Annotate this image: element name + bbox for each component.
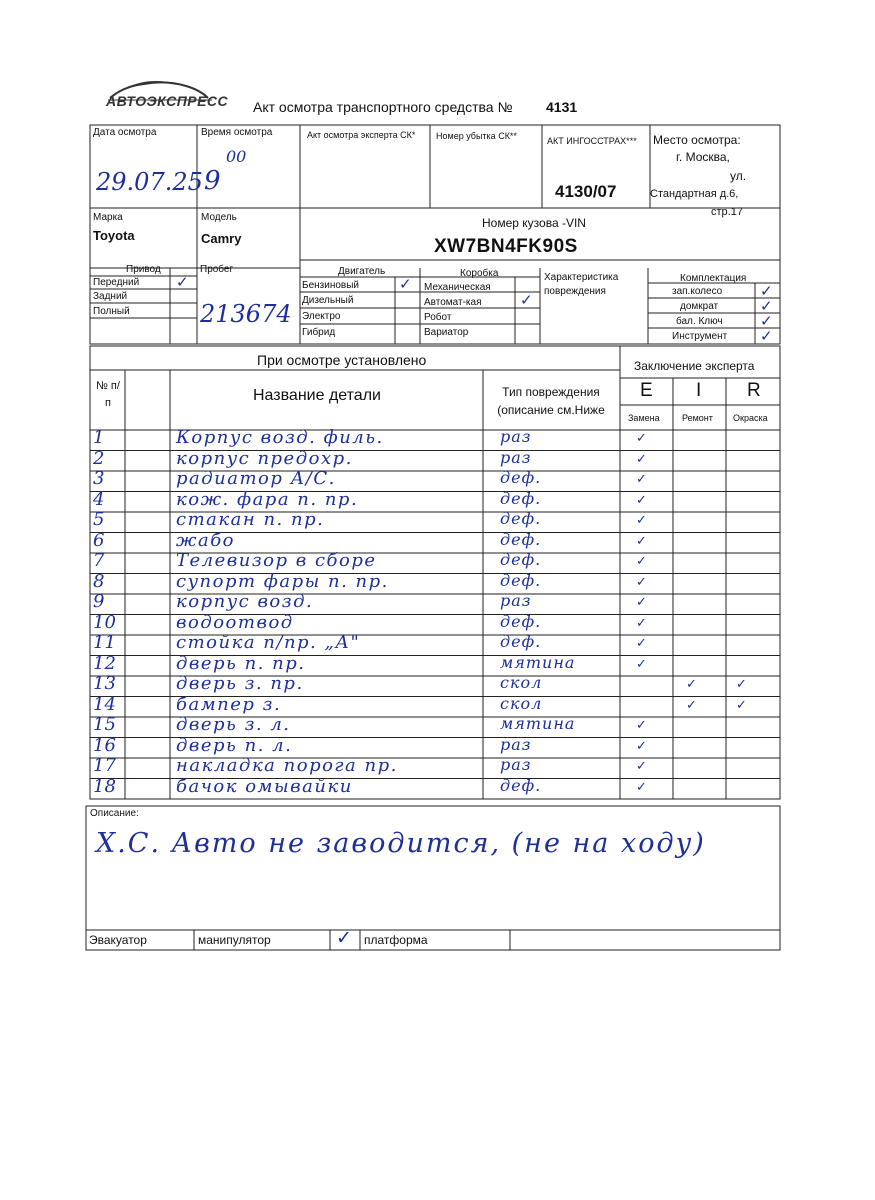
damage-type: деф.: [500, 509, 542, 528]
check-e-icon: ✓: [636, 615, 647, 631]
col-e-header: E: [640, 380, 653, 401]
damage-type: скол: [500, 673, 543, 692]
part-name: корпус предохр.: [176, 447, 353, 469]
equipment-spare-wheel[interactable]: зап.колесо: [672, 286, 723, 297]
mileage-value: 213674: [200, 300, 292, 328]
damage-type: деф.: [500, 488, 542, 508]
damage-type: деф.: [500, 468, 542, 487]
mileage-label: Пробег: [200, 264, 234, 275]
gearbox-check-icon: ✓: [520, 291, 533, 309]
part-name: дверь п. л.: [176, 734, 293, 756]
part-name: дверь з. л.: [176, 714, 291, 735]
act-number: 4131: [546, 99, 578, 115]
check-i-icon: ✓: [686, 697, 697, 713]
place-line-3: Стандартная д.6,: [650, 188, 739, 200]
evacuator-option-platform[interactable]: платформа: [364, 933, 428, 947]
ingos-act-value: 4130/07: [555, 182, 617, 201]
place-line-2: ул.: [730, 169, 747, 183]
part-name: дверь п. пр.: [176, 652, 306, 674]
drive-option-rear[interactable]: Задний: [93, 291, 128, 302]
conclusion-title: Заключение эксперта: [634, 359, 755, 373]
col-damage-header: Тип повреждения (описание см.Ниже: [497, 385, 605, 417]
row-number: 5: [93, 509, 105, 530]
damage-type: мятина: [500, 714, 576, 733]
row-number: 15: [93, 714, 116, 735]
check-r-icon: ✓: [736, 677, 747, 692]
row-number: 8: [93, 570, 105, 592]
damage-type: скол: [500, 693, 543, 713]
check-e-icon: ✓: [636, 431, 647, 446]
evacuator-check-icon: ✓: [336, 927, 352, 949]
part-name: корпус возд.: [176, 591, 314, 612]
row-number: 4: [93, 488, 105, 510]
col-r-subheader: Окраска: [733, 413, 768, 423]
col-num-header: № п/п: [96, 380, 120, 409]
loss-number-label: Номер убытка СК**: [436, 131, 517, 141]
check-r-icon: ✓: [736, 697, 747, 713]
check-e-icon: ✓: [636, 554, 647, 569]
gearbox-option-cvt[interactable]: Вариатор: [424, 327, 469, 338]
equipment-tools[interactable]: Инструмент: [672, 331, 728, 342]
row-number: 16: [93, 734, 116, 756]
inspection-title: При осмотре установлено: [257, 352, 427, 368]
damage-char-label: Характеристика повреждения: [544, 272, 619, 297]
equipment-wrench[interactable]: бал. Ключ: [676, 316, 723, 327]
place-line-1: г. Москва,: [676, 150, 730, 164]
gearbox-label: Коробка: [460, 268, 499, 279]
evacuator-label: Эвакуатор: [89, 933, 147, 947]
damage-type: раз: [500, 755, 532, 774]
equipment-check-icon: ✓: [760, 297, 773, 315]
damage-type: мятина: [500, 652, 576, 672]
gearbox-option-manual[interactable]: Механическая: [424, 282, 491, 293]
description-label: Описание:: [90, 808, 139, 819]
damage-type: раз: [500, 591, 532, 610]
row-number: 13: [93, 673, 116, 694]
evacuator-option-manipulator[interactable]: манипулятор: [198, 933, 271, 947]
gearbox-option-robot[interactable]: Робот: [424, 312, 452, 323]
part-name: бампер з.: [176, 693, 282, 715]
row-number: 12: [93, 652, 116, 674]
row-number: 1: [93, 427, 105, 448]
check-e-icon: ✓: [636, 472, 647, 487]
brand-value: Toyota: [93, 228, 135, 243]
logo-text: АВТОЭКСПРЕСС: [106, 93, 229, 109]
check-e-icon: ✓: [636, 451, 647, 467]
equipment-label: Комплектация: [680, 273, 747, 284]
row-number: 11: [93, 632, 116, 653]
col-part-header: Название детали: [253, 387, 381, 404]
part-name: накладка порога пр.: [176, 755, 398, 776]
place-label: Место осмотра:: [653, 133, 741, 147]
brand-label: Марка: [93, 212, 123, 223]
model-value: Camry: [201, 231, 242, 246]
engine-option-petrol[interactable]: Бензиновый: [302, 280, 359, 291]
engine-option-electric[interactable]: Электро: [302, 311, 341, 322]
check-e-icon: ✓: [636, 492, 647, 508]
engine-option-diesel[interactable]: Дизельный: [302, 295, 354, 306]
part-name: кож. фара п. пр.: [176, 488, 359, 510]
col-i-header: I: [696, 380, 702, 401]
part-name: бачок омывайки: [176, 775, 353, 797]
part-name: супорт фары п. пр.: [176, 570, 389, 592]
expert-act-label: Акт осмотра эксперта СК*: [307, 130, 416, 140]
drive-option-full[interactable]: Полный: [93, 306, 130, 317]
check-e-icon: ✓: [636, 636, 647, 651]
row-number: 14: [93, 693, 116, 715]
part-name: Телевизор в сборе: [176, 550, 377, 571]
damage-type: деф.: [500, 611, 542, 631]
time-label: Время осмотра: [201, 127, 273, 138]
check-i-icon: ✓: [686, 677, 697, 692]
col-r-header: R: [747, 380, 761, 401]
row-number: 10: [93, 611, 116, 633]
check-e-icon: ✓: [636, 533, 647, 549]
vin-value: XW7BN4FK90S: [434, 236, 578, 257]
time-minutes: 00: [226, 147, 247, 166]
check-e-icon: ✓: [636, 779, 647, 795]
part-name: Корпус возд. филь.: [176, 427, 384, 448]
damage-type: деф.: [500, 775, 542, 795]
description-text: Х.С. Авто не заводится, (не на ходу): [96, 828, 706, 859]
page-title: Акт осмотра транспортного средства №: [253, 99, 513, 115]
damage-type: деф.: [500, 529, 542, 549]
drive-option-front[interactable]: Передний: [93, 277, 140, 288]
equipment-check-icon: ✓: [760, 312, 773, 330]
drive-label: Привод: [126, 264, 161, 275]
check-e-icon: ✓: [636, 513, 647, 528]
date-label: Дата осмотра: [93, 127, 157, 138]
row-number: 9: [93, 591, 105, 612]
damage-type: раз: [500, 447, 532, 467]
engine-label: Двигатель: [338, 266, 386, 277]
engine-check-icon: ✓: [399, 275, 412, 293]
part-name: радиатор А/С.: [176, 468, 336, 489]
row-number: 18: [93, 775, 116, 797]
row-number: 7: [93, 550, 105, 571]
time-hour: 9: [204, 166, 221, 196]
damage-type: деф.: [500, 632, 542, 651]
damage-type: деф.: [500, 550, 542, 569]
gearbox-option-auto[interactable]: Автомат-кая: [424, 297, 482, 308]
damage-type: деф.: [500, 570, 542, 590]
row-number: 6: [93, 529, 105, 551]
row-number: 3: [93, 468, 105, 489]
part-name: стойка п/пр. „А": [176, 632, 361, 653]
check-e-icon: ✓: [636, 718, 647, 733]
part-name: стакан п. пр.: [176, 509, 325, 530]
check-e-icon: ✓: [636, 656, 647, 672]
col-i-subheader: Ремонт: [682, 413, 713, 423]
ingos-act-label: АКТ ИНГОССТРАХ***: [547, 136, 637, 146]
equipment-check-icon: ✓: [760, 327, 773, 345]
equipment-jack[interactable]: домкрат: [680, 301, 719, 312]
part-name: водоотвод: [176, 611, 294, 633]
vin-label: Номер кузова -VIN: [482, 216, 586, 230]
drive-check-icon: ✓: [176, 273, 189, 291]
check-e-icon: ✓: [636, 574, 647, 590]
check-e-icon: ✓: [636, 738, 647, 754]
damage-type: раз: [500, 734, 532, 754]
check-e-icon: ✓: [636, 595, 647, 610]
equipment-check-icon: ✓: [760, 282, 773, 300]
part-name: жабо: [176, 529, 236, 551]
col-e-subheader: Замена: [628, 413, 660, 423]
date-value: 29.07.25: [96, 168, 203, 196]
row-number: 2: [93, 447, 105, 469]
engine-option-hybrid[interactable]: Гибрид: [302, 327, 336, 338]
model-label: Модель: [201, 212, 237, 223]
row-number: 17: [93, 755, 116, 776]
part-name: дверь з. пр.: [176, 673, 304, 694]
damage-type: раз: [500, 427, 532, 446]
check-e-icon: ✓: [636, 759, 647, 774]
place-line-4: стр.17: [711, 206, 743, 218]
